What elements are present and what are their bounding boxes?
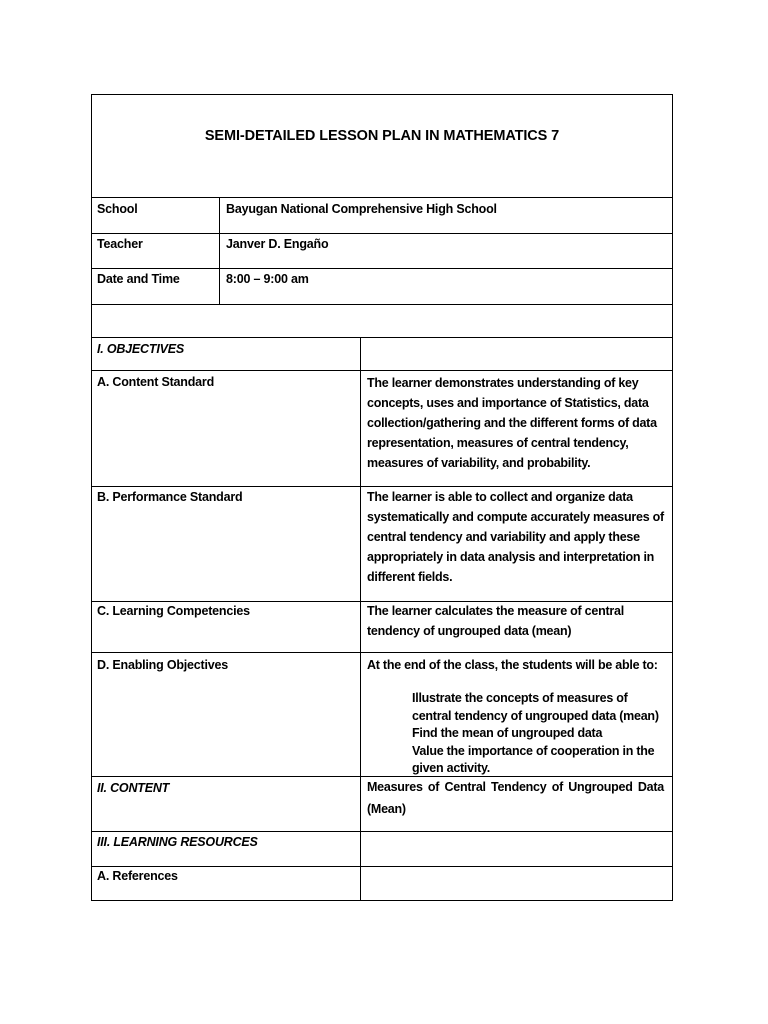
text-line: concepts, uses and importance of Statistics, data <box>367 396 649 410</box>
school-value: Bayugan National Comprehensive High School <box>226 202 497 216</box>
content-standard-label: A. Content Standard <box>97 375 215 389</box>
row-divider <box>91 233 673 234</box>
enabling-objectives-intro <box>367 655 667 675</box>
learning-resources-heading: III. LEARNING RESOURCES <box>97 835 258 849</box>
list-item: Find the mean of ungrouped data <box>412 726 603 740</box>
performance-standard-text <box>367 487 667 587</box>
learning-competencies-text <box>367 601 667 641</box>
text-line: measures of variability, and probability. <box>367 456 591 470</box>
learning-competencies-label: C. Learning Competencies <box>97 604 250 618</box>
school-label: School <box>97 202 138 216</box>
column-divider <box>219 197 220 304</box>
objectives-heading: I. OBJECTIVES <box>97 342 185 356</box>
text-line: (Mean) <box>367 802 406 816</box>
date-time-label: Date and Time <box>97 272 180 286</box>
teacher-value: Janver D. Engaño <box>226 237 329 251</box>
table-border-bottom <box>91 900 673 901</box>
lesson-plan-table <box>91 94 673 901</box>
row-divider <box>91 304 673 305</box>
row-divider <box>91 197 673 198</box>
text-line: different fields. <box>367 570 453 584</box>
list-item: Illustrate the concepts of measures of <box>412 691 628 705</box>
text-line: central tendency and variability and apply these <box>367 530 640 544</box>
list-item: central tendency of ungrouped data (mean) <box>412 708 659 723</box>
table-border-top <box>91 94 673 95</box>
text-line: The learner demonstrates understanding of key <box>367 376 639 390</box>
teacher-label: Teacher <box>97 237 143 251</box>
text-line: Measures of Central Tendency of Ungrouped Data <box>367 780 664 794</box>
text-line: systematically and compute accurately measures of <box>367 510 664 524</box>
references-label: A. References <box>97 869 178 883</box>
list-item: given activity. <box>412 761 490 775</box>
content-text <box>367 776 667 820</box>
row-divider <box>91 337 673 338</box>
date-time-value: 8:00 – 9:00 am <box>226 272 309 286</box>
content-heading: II. CONTENT <box>97 781 170 795</box>
enabling-objectives-label: D. Enabling Objectives <box>97 658 229 672</box>
text-line: tendency of ungrouped data (mean) <box>367 624 572 638</box>
table-border-right <box>672 94 673 901</box>
row-divider <box>91 652 673 653</box>
row-divider <box>91 866 673 867</box>
list-item: Value the importance of cooperation in the <box>412 743 655 758</box>
row-divider <box>91 370 673 371</box>
document-title: SEMI-DETAILED LESSON PLAN IN MATHEMATICS 7 <box>204 128 560 144</box>
text-line: appropriately in data analysis and interpretation in <box>367 550 655 564</box>
text-line: The learner calculates the measure of central <box>367 604 624 618</box>
performance-standard-label: B. Performance Standard <box>97 490 243 504</box>
enabling-objectives-list <box>412 690 667 778</box>
text-line: The learner is able to collect and organize data <box>367 490 633 504</box>
text-line: At the end of the class, the students will be able to: <box>367 658 658 672</box>
table-border-left <box>91 94 92 901</box>
content-standard-text <box>367 373 667 473</box>
text-line: representation, measures of central tendency, <box>367 436 629 450</box>
column-divider <box>360 337 361 901</box>
text-line: collection/gathering and the different forms of data <box>367 416 657 430</box>
